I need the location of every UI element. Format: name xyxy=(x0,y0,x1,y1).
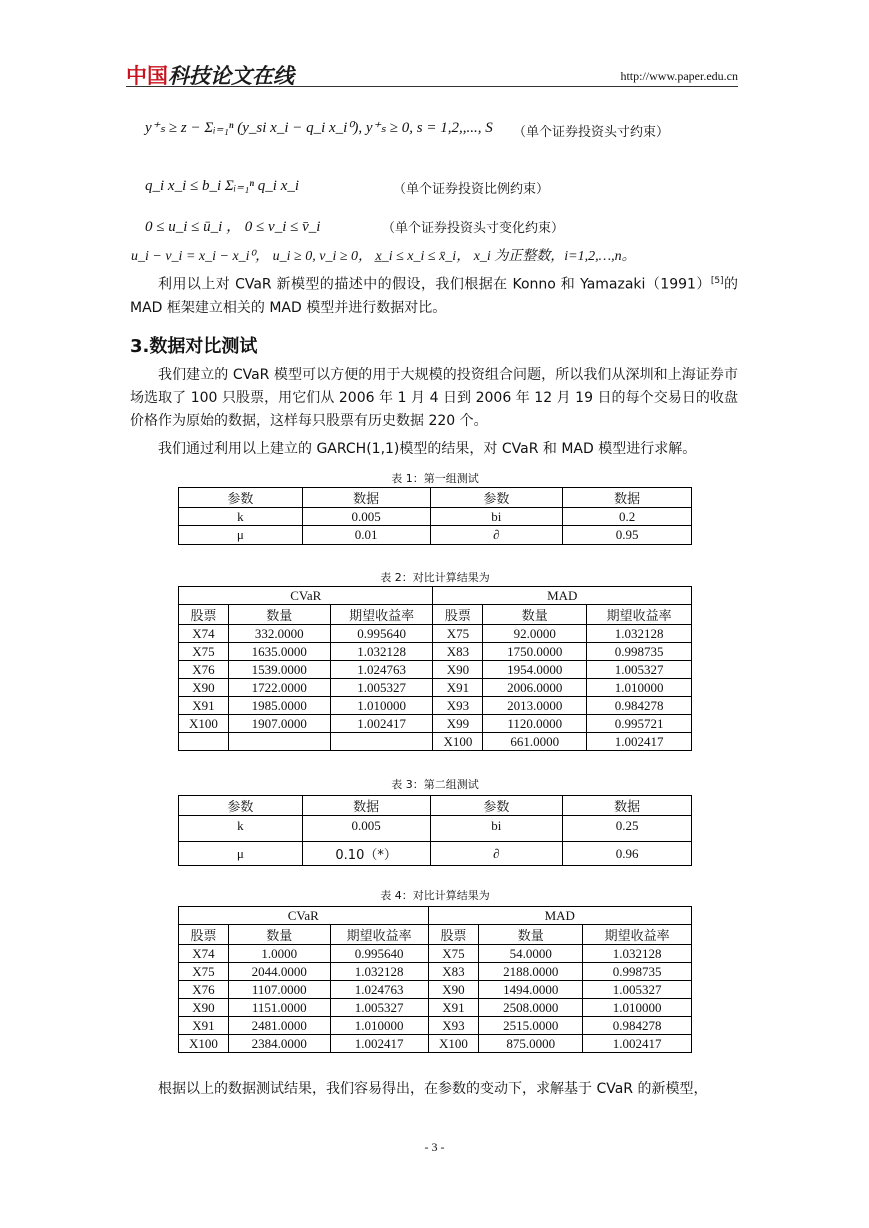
table-cell: 2481.0000 xyxy=(228,1017,330,1035)
table-row xyxy=(179,981,692,999)
formula-1-note: （单个证券投资头寸约束） xyxy=(513,125,670,140)
table-cell: 1.024763 xyxy=(330,981,428,999)
table-cell: 1.002417 xyxy=(330,1035,428,1053)
table-cell: 0.01 xyxy=(302,526,430,545)
table-cell: X93 xyxy=(433,697,483,715)
table-header-row xyxy=(179,796,692,816)
table-cell xyxy=(330,733,433,751)
table-cell: X90 xyxy=(428,981,479,999)
table-cell: X83 xyxy=(428,963,479,981)
table-cell: 2508.0000 xyxy=(479,999,583,1017)
table-cell: 0.995640 xyxy=(330,945,428,963)
table-1-caption: 表 1：第一组测试 xyxy=(391,472,479,485)
paragraph-1 xyxy=(130,270,738,320)
table-header-row xyxy=(179,488,692,508)
table-cell: 1907.0000 xyxy=(228,715,330,733)
formula-3-note: （单个证券投资头寸变化约束） xyxy=(382,221,565,236)
table-cell: 1.002417 xyxy=(330,715,433,733)
header-cell: 数据 xyxy=(563,488,692,508)
table-cell: 2188.0000 xyxy=(479,963,583,981)
table-cell: 0.984278 xyxy=(583,1017,692,1035)
table-cell: bi xyxy=(430,816,563,842)
table-cell: 332.0000 xyxy=(228,625,330,643)
page-number: - 3 - xyxy=(424,1140,445,1154)
table-cell: 1.032128 xyxy=(587,625,692,643)
table-cell: ∂ xyxy=(430,526,563,545)
table-cell: X90 xyxy=(179,679,229,697)
table-cell: 1.002417 xyxy=(587,733,692,751)
table-group-row xyxy=(179,907,692,925)
table-header-row xyxy=(179,605,692,625)
table-4-caption: 表 4：对比计算结果为 xyxy=(380,889,490,902)
table-cell: 1539.0000 xyxy=(228,661,330,679)
formula-2: q_i x_i ≤ b_i Σᵢ₌₁ⁿ q_i x_i xyxy=(145,178,300,194)
formula-2-note: （单个证券投资比例约束） xyxy=(393,182,550,197)
table-cell: 92.0000 xyxy=(483,625,587,643)
header-cell: 期望收益率 xyxy=(587,605,692,625)
paragraph-3: 我们通过利用以上建立的 GARCH(1,1)模型的结果，对 CVaR 和 MAD 模型进行求解。 xyxy=(158,441,697,457)
logo-red-text: 中国 xyxy=(126,64,168,88)
table-row xyxy=(179,945,692,963)
table-cell: 0.998735 xyxy=(587,643,692,661)
table-cell: 0.96 xyxy=(563,842,692,866)
table-cell: X91 xyxy=(179,1017,229,1035)
table-row xyxy=(179,999,692,1017)
header-cell: 参数 xyxy=(179,488,303,508)
table-cell: 1.005327 xyxy=(330,999,428,1017)
table-cell xyxy=(179,733,229,751)
table-cell: X100 xyxy=(179,715,229,733)
table-cell: X74 xyxy=(179,625,229,643)
table-cell: 1985.0000 xyxy=(228,697,330,715)
table-row xyxy=(179,842,692,866)
table-cell: X100 xyxy=(179,1035,229,1053)
group-header-cvar: CVaR xyxy=(179,587,433,605)
group-header-mad: MAD xyxy=(433,587,692,605)
paragraph-4: 根据以上的数据测试结果，我们容易得出，在参数的变动下，求解基于 CVaR 的新模型， xyxy=(158,1081,708,1097)
header-cell: 数量 xyxy=(228,925,330,945)
table-row xyxy=(179,816,692,842)
table-cell: X100 xyxy=(433,733,483,751)
table-cell: X74 xyxy=(179,945,229,963)
table-cell: 1.032128 xyxy=(330,643,433,661)
table-group-row xyxy=(179,587,692,605)
table-cell: 0.10（*） xyxy=(302,842,430,866)
page-header xyxy=(126,56,738,90)
header-cell: 参数 xyxy=(430,796,563,816)
header-cell: 数据 xyxy=(302,488,430,508)
table-cell: μ xyxy=(179,526,303,545)
table-cell: X75 xyxy=(433,625,483,643)
table-cell: 1120.0000 xyxy=(483,715,587,733)
table-row xyxy=(179,661,692,679)
table-cell: 1107.0000 xyxy=(228,981,330,999)
table-cell: ∂ xyxy=(430,842,563,866)
table-cell: X75 xyxy=(179,963,229,981)
table-cell: X90 xyxy=(179,999,229,1017)
table-cell: 0.995721 xyxy=(587,715,692,733)
table-cell: X83 xyxy=(433,643,483,661)
header-cell: 数量 xyxy=(228,605,330,625)
table-row xyxy=(179,508,692,526)
header-cell: 期望收益率 xyxy=(330,925,428,945)
formula-4: u_i − v_i = x_i − x_i⁰， u_i ≥ 0, v_i ≥ 0， x̲_i ≤ x_i ≤ x̄_i， x_i 为正整数，i=1,2,…,n。 xyxy=(131,249,636,264)
table-row xyxy=(179,963,692,981)
group-header-mad: MAD xyxy=(428,907,692,925)
table-row xyxy=(179,715,692,733)
table-cell: X76 xyxy=(179,661,229,679)
table-cell: 1494.0000 xyxy=(479,981,583,999)
table-3 xyxy=(178,795,692,866)
paragraph-1-text-2: 的 MAD 框架建立相关的 MAD 模型并进行数据对比。 xyxy=(130,276,739,316)
table-cell xyxy=(228,733,330,751)
header-url: http://www.paper.edu.cn xyxy=(620,69,738,83)
table-cell: 1.005327 xyxy=(583,981,692,999)
table-2-caption: 表 2：对比计算结果为 xyxy=(380,571,490,584)
table-cell: 54.0000 xyxy=(479,945,583,963)
table-cell: 2044.0000 xyxy=(228,963,330,981)
table-row xyxy=(179,1035,692,1053)
paragraph-2: 我们建立的 CVaR 模型可以方便的用于大规模的投资组合问题，所以我们从深圳和上海证券市场选取了 100 只股票，用它们从 2006 年 1 月 4 日到 2006 年 12 月 19 日的每个交易日的收盘价格作为原始的数据，这样每只股票有历史数据 220 个。 xyxy=(130,367,738,429)
table-cell: 2515.0000 xyxy=(479,1017,583,1035)
table-cell: 0.95 xyxy=(563,526,692,545)
table-cell: 1.0000 xyxy=(228,945,330,963)
header-cell: 数据 xyxy=(302,796,430,816)
header-cell: 参数 xyxy=(430,488,563,508)
table-cell: 1722.0000 xyxy=(228,679,330,697)
table-cell: 1.024763 xyxy=(330,661,433,679)
table-cell: 1.005327 xyxy=(330,679,433,697)
table-cell: k xyxy=(179,816,303,842)
header-cell: 期望收益率 xyxy=(330,605,433,625)
table-cell: 1151.0000 xyxy=(228,999,330,1017)
table-cell: X91 xyxy=(179,697,229,715)
table-header-row xyxy=(179,925,692,945)
header-cell: 数量 xyxy=(479,925,583,945)
table-cell: 661.0000 xyxy=(483,733,587,751)
table-cell: 0.005 xyxy=(302,816,430,842)
table-cell: bi xyxy=(430,508,563,526)
table-cell: 0.25 xyxy=(563,816,692,842)
header-cell: 参数 xyxy=(179,796,303,816)
table-cell: 2384.0000 xyxy=(228,1035,330,1053)
table-cell: X76 xyxy=(179,981,229,999)
table-3-caption: 表 3：第二组测试 xyxy=(391,778,479,791)
table-cell: 0.005 xyxy=(302,508,430,526)
table-cell: 1.005327 xyxy=(587,661,692,679)
table-row xyxy=(179,1017,692,1035)
table-cell: 1954.0000 xyxy=(483,661,587,679)
table-cell: X75 xyxy=(428,945,479,963)
table-cell: 2013.0000 xyxy=(483,697,587,715)
table-cell: 1.002417 xyxy=(583,1035,692,1053)
header-cell: 数量 xyxy=(483,605,587,625)
table-cell: 875.0000 xyxy=(479,1035,583,1053)
formula-3: 0 ≤ u_i ≤ ū_i ， 0 ≤ v_i ≤ v̄_i xyxy=(145,219,321,235)
table-cell: 1.010000 xyxy=(330,697,433,715)
table-row xyxy=(179,733,692,751)
table-cell: μ xyxy=(179,842,303,866)
table-cell: 0.995640 xyxy=(330,625,433,643)
citation-ref: [5] xyxy=(710,276,724,286)
header-cell: 股票 xyxy=(179,605,229,625)
table-cell: 1.010000 xyxy=(583,999,692,1017)
table-cell: X93 xyxy=(428,1017,479,1035)
formula-1: y⁺ₛ ≥ z − Σᵢ₌₁ⁿ (y_si x_i − q_i x_i⁰), y⁺ₛ ≥ 0, s = 1,2,,..., S xyxy=(145,120,493,136)
header-cell: 股票 xyxy=(428,925,479,945)
table-cell: X90 xyxy=(433,661,483,679)
header-cell: 数据 xyxy=(563,796,692,816)
table-cell: 1.032128 xyxy=(330,963,428,981)
table-cell: 1635.0000 xyxy=(228,643,330,661)
table-cell: 2006.0000 xyxy=(483,679,587,697)
table-cell: X91 xyxy=(433,679,483,697)
table-cell: 1.010000 xyxy=(587,679,692,697)
table-cell: 1.032128 xyxy=(583,945,692,963)
group-header-cvar: CVaR xyxy=(179,907,429,925)
table-2 xyxy=(178,586,692,751)
section-heading: 3.数据对比测试 xyxy=(130,336,258,357)
table-cell: X99 xyxy=(433,715,483,733)
table-4 xyxy=(178,906,692,1053)
table-row xyxy=(179,679,692,697)
header-cell: 股票 xyxy=(433,605,483,625)
table-cell: 0.2 xyxy=(563,508,692,526)
table-cell: 0.998735 xyxy=(583,963,692,981)
table-cell: X91 xyxy=(428,999,479,1017)
table-cell: X100 xyxy=(428,1035,479,1053)
header-divider xyxy=(126,86,738,87)
table-1 xyxy=(178,487,692,545)
table-row xyxy=(179,625,692,643)
table-row xyxy=(179,526,692,545)
table-cell: k xyxy=(179,508,303,526)
paragraph-1-text: 利用以上对 CVaR 新模型的描述中的假设，我们根据在 Konno 和 Yamazaki（1991） xyxy=(158,276,711,293)
header-cell: 股票 xyxy=(179,925,229,945)
table-cell: 1.010000 xyxy=(330,1017,428,1035)
table-row xyxy=(179,643,692,661)
logo-dark-text: 科技论文在线 xyxy=(168,64,294,88)
table-cell: X75 xyxy=(179,643,229,661)
table-row xyxy=(179,697,692,715)
table-cell: 1750.0000 xyxy=(483,643,587,661)
table-cell: 0.984278 xyxy=(587,697,692,715)
header-cell: 期望收益率 xyxy=(583,925,692,945)
